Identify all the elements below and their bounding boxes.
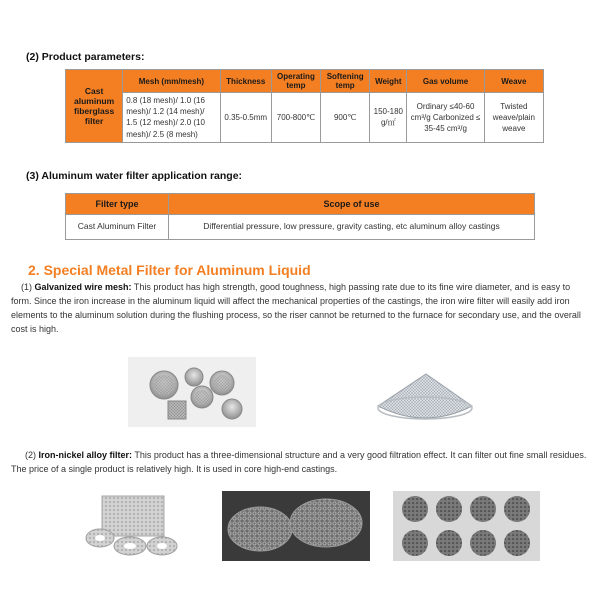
- iron-nickel-paragraph: [11, 448, 589, 476]
- cell-weight: 150-180 g/㎡: [370, 93, 407, 143]
- p1-prefix: (1): [21, 282, 35, 292]
- application-range-title: (3) Aluminum water filter application range:: [26, 170, 243, 182]
- col-thickness: Thickness: [220, 70, 271, 93]
- cone-mesh-photo: [370, 360, 480, 432]
- cell-scope-of-use: Differential pressure, low pressure, gravity casting, etc aluminum alloy castings: [169, 215, 535, 240]
- table-row: [66, 93, 544, 143]
- iron-nickel-pad-illustration: [84, 492, 192, 560]
- application-range-table: [65, 193, 535, 240]
- table-header-row: [66, 70, 544, 93]
- p1-bold: Galvanized wire mesh:: [34, 282, 132, 292]
- col-weight: Weight: [370, 70, 407, 93]
- table-header-row: [66, 194, 535, 215]
- filter-name-cell: Cast aluminum fiberglass filter: [66, 70, 123, 143]
- product-parameters-table: [65, 69, 544, 143]
- cell-gas-volume: Ordinary ≤40-60 cm³/g Carbonized ≤ 35-45 cm³/g: [407, 93, 484, 143]
- cell-operating-temp: 700-800℃: [271, 93, 320, 143]
- cone-mesh-illustration: [370, 360, 480, 432]
- col-gas-volume: Gas volume: [407, 70, 484, 93]
- p1-text: This product has high strength, good toughness, high passing rate due to its fine wire diameter, and is easy to form. Since the iron increase in the aluminum liquid will affect the mechanical properties of the castings, the iron wire filter will easily add iron elements to the aluminum solution during the flushing process, so the riser cannot be returned to the furnace for secondary use, and the overall cost is high.: [11, 282, 581, 334]
- col-mesh: Mesh (mm/mesh): [123, 70, 220, 93]
- p2-bold: Iron-nickel alloy filter:: [38, 450, 133, 460]
- iron-nickel-pucks-illustration: [393, 491, 540, 561]
- p2-prefix: (2): [25, 450, 39, 460]
- cell-mesh: 0.8 (18 mesh)/ 1.0 (16 mesh)/ 1.2 (14 mesh)/ 1.5 (12 mesh)/ 2.0 (10 mesh)/ 2.5 (8 mesh): [123, 93, 220, 143]
- special-filter-heading: 2. Special Metal Filter for Aluminum Liquid: [28, 262, 311, 278]
- col-scope-of-use: Scope of use: [169, 194, 535, 215]
- mesh-discs-illustration: [128, 357, 256, 427]
- col-softening-temp: Softening temp: [321, 70, 370, 93]
- table-row: [66, 215, 535, 240]
- iron-nickel-pad-photo: [84, 492, 192, 560]
- galvanized-mesh-paragraph: [11, 280, 589, 336]
- p2-text: This product has a three-dimensional structure and a very good filtration effect. It can filter out fine small residues. The price of a single product is relatively high. It is used in core high-end castings.: [11, 450, 587, 474]
- iron-nickel-discs-illustration: [222, 491, 370, 561]
- product-parameters-title: (2) Product parameters:: [26, 51, 145, 63]
- cell-thickness: 0.35-0.5mm: [220, 93, 271, 143]
- galvanized-mesh-discs-photo: [128, 357, 256, 427]
- cell-filter-type: Cast Aluminum Filter: [66, 215, 169, 240]
- col-weave: Weave: [484, 70, 543, 93]
- col-filter-type: Filter type: [66, 194, 169, 215]
- iron-nickel-discs-photo: [222, 491, 370, 561]
- iron-nickel-pucks-photo: [393, 491, 540, 561]
- col-operating-temp: Operating temp: [271, 70, 320, 93]
- cell-softening-temp: 900℃: [321, 93, 370, 143]
- cell-weave: Twisted weave/plain weave: [484, 93, 543, 143]
